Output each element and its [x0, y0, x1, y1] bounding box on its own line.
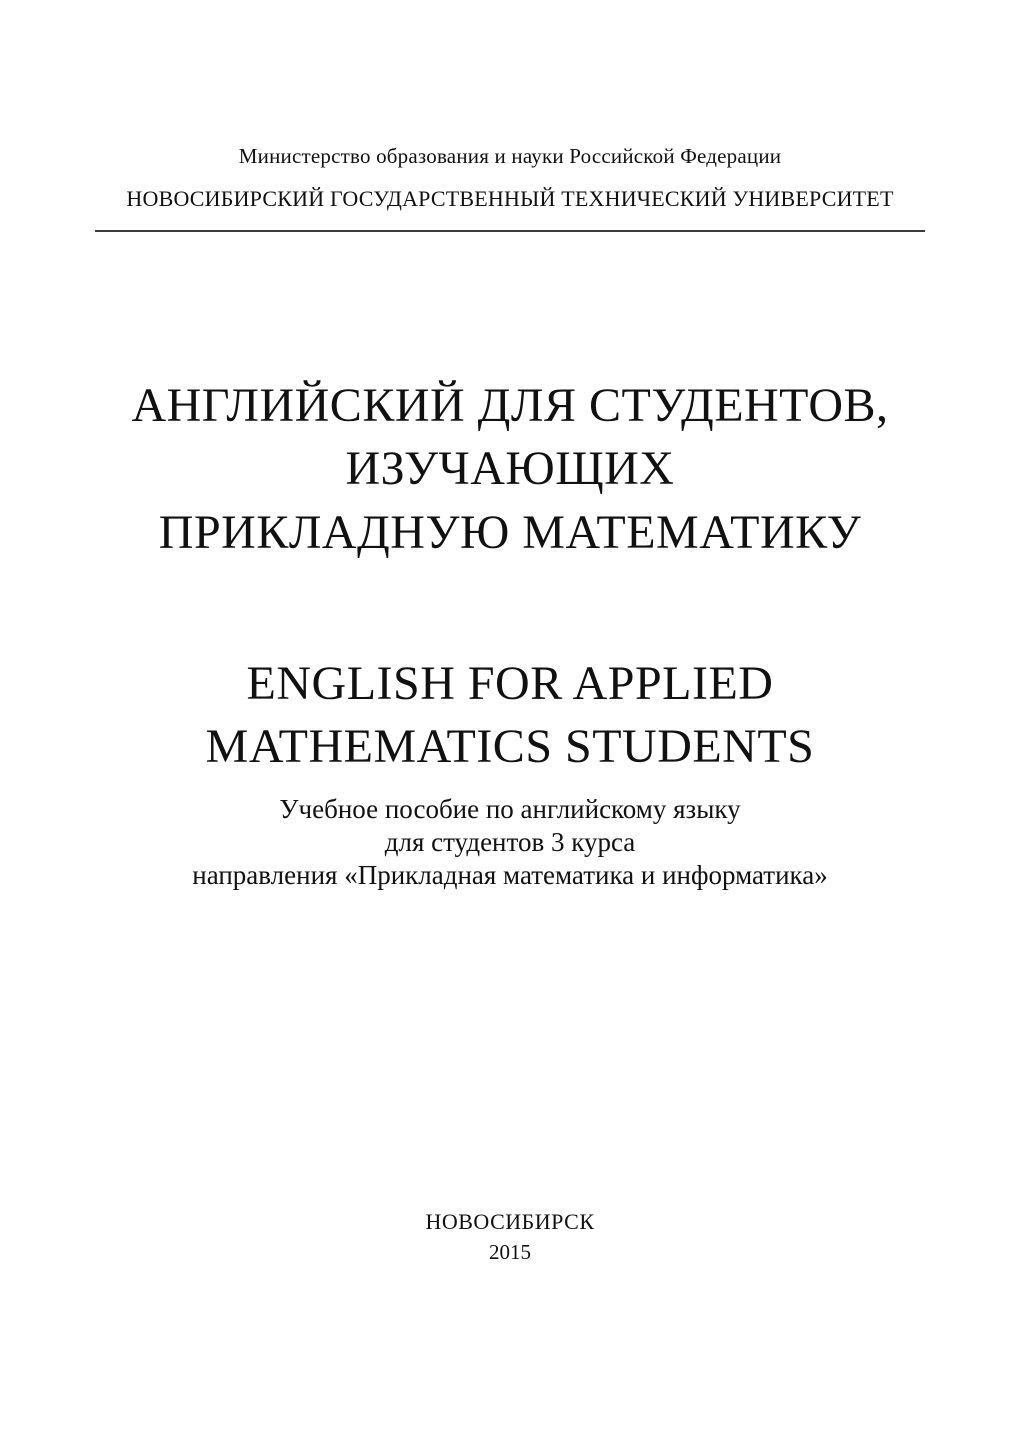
subtitle-line2: для студентов 3 курса	[384, 826, 636, 857]
main-title-russian-line2: ИЗУЧАЮЩИХ	[345, 442, 675, 496]
main-title-russian	[0, 374, 1020, 564]
ministry-line: Министерство образования и науки Российской Федерации	[238, 144, 782, 168]
divider-line	[95, 230, 925, 232]
subtitle	[0, 793, 1020, 892]
main-title-english-line1: ENGLISH FOR APPLIED	[246, 656, 774, 710]
page-header	[0, 0, 1020, 232]
main-title-russian-line1: АНГЛИЙСКИЙ ДЛЯ СТУДЕНТОВ,	[131, 378, 889, 432]
imprint-year: 2015	[489, 1239, 531, 1264]
imprint	[0, 1208, 1020, 1265]
subtitle-line3: направления «Прикладная математика и информатика»	[192, 859, 828, 890]
main-title-english-line2: MATHEMATICS STUDENTS	[205, 720, 815, 774]
university-line: НОВОСИБИРСКИЙ ГОСУДАРСТВЕННЫЙ ТЕХНИЧЕСКИЙ УНИВЕРСИТЕТ	[126, 186, 894, 212]
subtitle-line1: Учебное пособие по английскому языку	[279, 793, 741, 824]
imprint-city: НОВОСИБИРСК	[425, 1209, 595, 1234]
main-title-russian-line3: ПРИКЛАДНУЮ МАТЕМАТИКУ	[158, 505, 862, 559]
main-title-english	[0, 652, 1020, 779]
